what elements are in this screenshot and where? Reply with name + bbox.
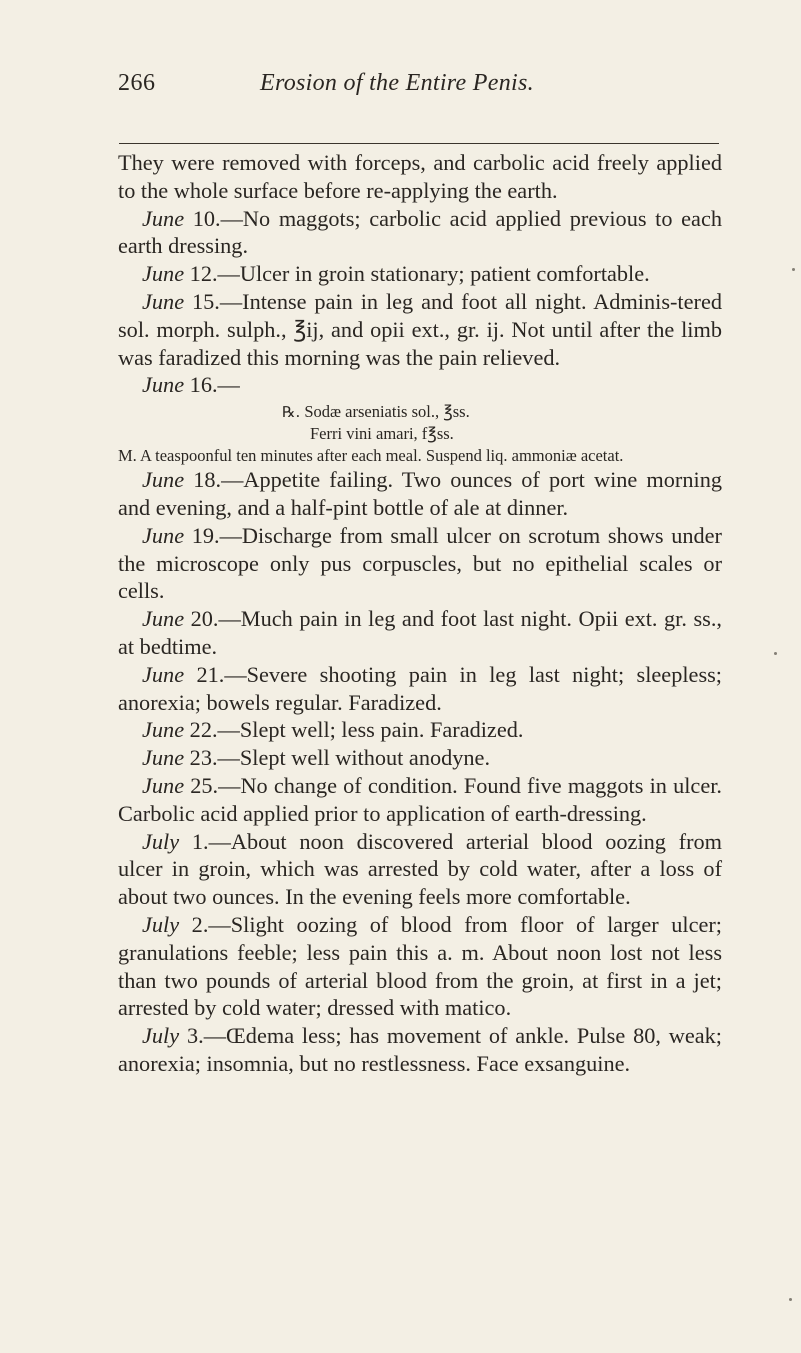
entry-june-25: June 25.—No change of condition. Found five maggots in ulcer. Carbolic acid applied prior to application of earth-dressing. [118,772,722,826]
entry-june-10: June 10.—No maggots; carbolic acid applied previous to each earth dressing. [118,205,722,259]
entry-july-2: July 2.—Slight oozing of blood from floor of larger ulcer; granulations feeble; less pain this a. m. About noon lost not less than two pounds of arterial blood from the groin, at first in a jet; arrested by cold water; dressed with matico. [118,911,723,1021]
entry-june-18: June 18.—Appetite failing. Two ounces of port wine morning and evening, and a half-pint bottle of ale at dinner. [118,467,722,520]
prescription [118,401,722,466]
entry-june-19: June 19.—Discharge from small ulcer on scrotum shows under the microscope only pus corpuscles, but no epithelial scales or cells. [118,522,722,604]
entry-june-23: June 23.—Slept well without anodyne. [142,745,491,771]
recipe-symbol: ℞. [282,403,301,422]
prescription-line-1: ℞. Sodæ arseniatis sol., ℥ss. [282,402,470,422]
page-header [118,70,718,104]
speck [789,1298,792,1301]
intro-paragraph: They were removed with forceps, and carbolic acid freely applied to the whole surface before re-applying the earth. [118,150,722,203]
entry-june-22: June 22.—Slept well; less pain. Faradized. [142,717,524,743]
entry-june-20: June 20.—Much pain in leg and foot last night. Opii ext. gr. ss., at bedtime. [118,606,722,659]
page-number: 266 [118,70,156,96]
entry-june-21: June 21.—Severe shooting pain in leg last night; sleepless; anorexia; bowels regular. Faradized. [118,661,722,715]
entry-june-12: June 12.—Ulcer in groin stationary; patient comfortable. [142,261,650,287]
speck [792,268,795,271]
body-text [118,149,722,1078]
prescription-line-2: Ferri vini amari, f℥ss. [310,424,454,444]
speck [774,652,777,655]
running-title: Erosion of the Entire Penis. [260,70,534,96]
entry-june-15: June 15.—Intense pain in leg and foot all night. Adminis-tered sol. morph. sulph., ℥ij, and opii ext., gr. ij. Not until after the limb was faradized this morning was the pain relieved. [118,288,722,370]
prescription-directions: M. A teaspoonful ten minutes after each meal. Suspend liq. ammoniæ acetat. [118,446,624,466]
entry-june-16: June 16.— [142,372,240,398]
entry-july-3: July 3.—Œdema less; has movement of ankle. Pulse 80, weak; anorexia; insomnia, but no restlessness. Face exsanguine. [118,1023,723,1076]
header-rule [119,143,719,144]
entry-july-1: July 1.—About noon discovered arterial blood oozing from ulcer in groin, which was arrested by cold water, after a loss of about two ounces. In the evening feels more comfortable. [118,828,722,910]
